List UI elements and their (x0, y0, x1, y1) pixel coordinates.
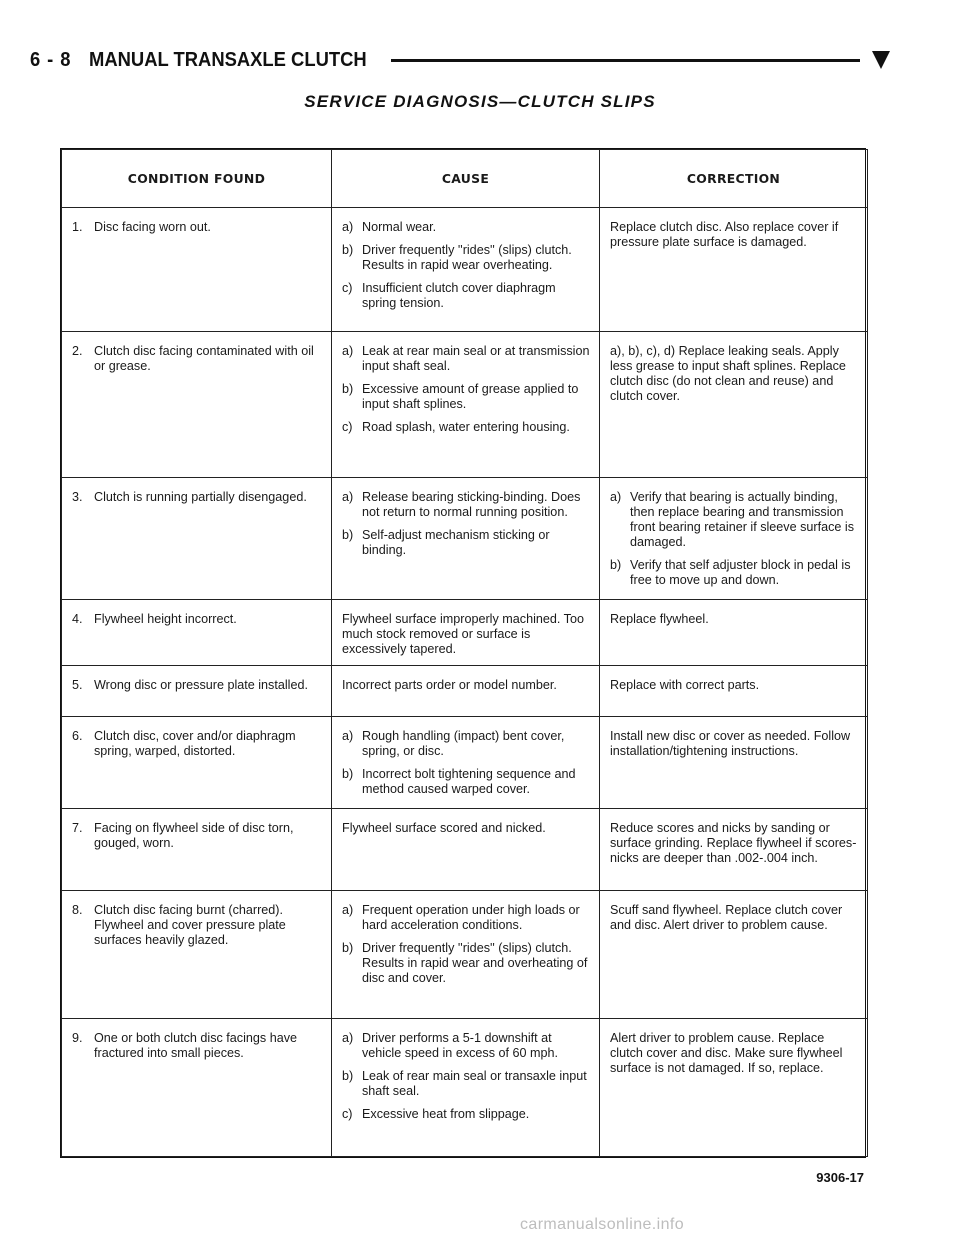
row-number: 3. (72, 490, 83, 505)
cause-cell (332, 716, 600, 808)
table-row (62, 208, 868, 332)
correction-text: Alert driver to problem cause. Replace clutch cover and disc. Make sure flywheel surface is not damaged. If so, replace. (610, 1030, 843, 1075)
cause-label: b) (342, 243, 354, 257)
table-row (62, 716, 868, 808)
condition-text: Clutch is running partially disengaged. (94, 490, 307, 505)
cause-label: a) (342, 220, 354, 234)
correction-text: Scuff sand flywheel. Replace clutch cover and disc. Alert driver to problem cause. (610, 902, 843, 932)
cause-text: Leak of rear main seal or transaxle input shaft seal. (362, 1068, 587, 1098)
header-correction: CORRECTION (600, 150, 868, 208)
cause-text: Incorrect bolt tightening sequence and method caused warped cover. (362, 766, 576, 796)
cause-text: Leak at rear main seal or at transmission input shaft seal. (362, 344, 590, 374)
cause-label: b) (342, 766, 354, 781)
cause-text: Excessive heat from slippage. (362, 1106, 530, 1121)
condition-cell (62, 890, 332, 1018)
correction-cell (600, 716, 868, 808)
correction-label: a) (610, 490, 622, 505)
condition-text: Disc facing worn out. (94, 220, 211, 234)
cause-cell (332, 666, 600, 716)
triangle-down-icon (872, 51, 890, 69)
cause-label: a) (342, 1030, 354, 1045)
correction-cell (600, 600, 868, 666)
figure-reference: 9306-17 (816, 1170, 864, 1185)
cause-cell (332, 1018, 600, 1156)
diagnosis-table (61, 149, 868, 1157)
page-header (30, 44, 890, 76)
table-row (62, 478, 868, 600)
row-number: 8. (72, 902, 83, 917)
correction-text: Replace flywheel. (610, 612, 709, 627)
cause-text: Self-adjust mechanism sticking or binding. (362, 528, 550, 558)
correction-cell (600, 1018, 868, 1156)
table-row (62, 808, 868, 890)
condition-cell (62, 808, 332, 890)
correction-text: Replace clutch disc. Also replace cover if pressure plate surface is damaged. (610, 220, 839, 249)
cause-text: Insufficient clutch cover diaphragm spring tension. (362, 281, 556, 310)
header-rule (391, 59, 860, 62)
correction-text: a), b), c), d) Replace leaking seals. Apply less grease to input shaft splines. Replace clutch disc (do not clean and reuse) and clutch cover. (610, 344, 846, 404)
header-cause: CAUSE (332, 150, 600, 208)
table-row (62, 890, 868, 1018)
condition-cell (62, 478, 332, 600)
condition-text: One or both clutch disc facings have fractured into small pieces. (94, 1030, 298, 1060)
cause-text: Flywheel surface scored and nicked. (342, 820, 546, 835)
section-title: MANUAL TRANSAXLE CLUTCH (89, 48, 367, 71)
cause-label: c) (342, 1106, 353, 1121)
cause-label: b) (342, 382, 354, 397)
cause-cell (332, 478, 600, 600)
cause-cell (332, 332, 600, 478)
row-number: 1. (72, 220, 83, 234)
cause-cell (332, 890, 600, 1018)
cause-cell (332, 208, 600, 332)
table-row (62, 600, 868, 666)
correction-cell (600, 808, 868, 890)
cause-text: Driver frequently ''rides'' (slips) clutch. Results in rapid wear overheating. (362, 243, 572, 272)
diagnosis-table-frame (60, 148, 866, 1158)
cause-label: c) (342, 420, 353, 435)
condition-cell (62, 716, 332, 808)
row-number: 7. (72, 820, 83, 835)
cause-label: a) (342, 728, 354, 743)
cause-text: Road splash, water entering housing. (362, 420, 570, 435)
table-row (62, 1018, 868, 1156)
table-row (62, 666, 868, 716)
correction-cell (600, 332, 868, 478)
row-number: 4. (72, 612, 83, 627)
cause-label: b) (342, 528, 354, 543)
cause-text: Frequent operation under high loads or hard acceleration conditions. (362, 902, 580, 932)
table-row (62, 332, 868, 478)
correction-text: Replace with correct parts. (610, 678, 760, 693)
condition-cell (62, 666, 332, 716)
condition-cell (62, 1018, 332, 1156)
condition-text: Flywheel height incorrect. (94, 612, 237, 627)
cause-label: b) (342, 940, 354, 955)
cause-label: a) (342, 344, 354, 359)
cause-text: Driver performs a 5-1 downshift at vehicle speed in excess of 60 mph. (362, 1030, 559, 1060)
correction-text: Verify that bearing is actually binding, then replace bearing and transmission front bearing retainer if sleeve surface is damaged. (630, 490, 855, 550)
cause-label: a) (342, 490, 354, 505)
watermark-footer: carmanualsonline.info (520, 1216, 685, 1233)
row-number: 5. (72, 678, 83, 693)
row-number: 2. (72, 344, 83, 359)
cause-text: Excessive amount of grease applied to input shaft splines. (362, 382, 579, 412)
condition-cell (62, 332, 332, 478)
cause-text: Incorrect parts order or model number. (342, 678, 557, 693)
correction-cell (600, 890, 868, 1018)
cause-text: Normal wear. (362, 220, 437, 234)
correction-cell (600, 666, 868, 716)
correction-text: Install new disc or cover as needed. Follow installation/tightening instructions. (610, 728, 851, 758)
correction-text: Verify that self adjuster block in pedal is free to move up and down. (630, 558, 851, 588)
correction-label: b) (610, 558, 622, 573)
condition-cell (62, 600, 332, 666)
cause-label: c) (342, 281, 353, 295)
condition-cell (62, 208, 332, 332)
cause-label: b) (342, 1068, 354, 1083)
condition-text: Facing on flywheel side of disc torn, gouged, worn. (94, 820, 294, 850)
cause-label: a) (342, 902, 354, 917)
page-title: SERVICE DIAGNOSIS—CLUTCH SLIPS (304, 92, 656, 111)
condition-text: Clutch disc facing contaminated with oil or grease. (94, 344, 314, 374)
cause-text: Flywheel surface improperly machined. Too much stock removed or surface is excessively tapered. (342, 612, 584, 657)
condition-text: Wrong disc or pressure plate installed. (94, 678, 308, 693)
row-number: 6. (72, 728, 83, 743)
correction-text: Reduce scores and nicks by sanding or surface grinding. Replace flywheel if scores-nicks are deeper than .002-.004 inch. (610, 820, 857, 865)
header-condition: CONDITION FOUND (62, 150, 332, 208)
page-number: 6 - 8 (30, 48, 72, 71)
cause-text: Rough handling (impact) bent cover, spring, or disc. (362, 728, 565, 758)
cause-cell (332, 808, 600, 890)
condition-text: Clutch disc facing burnt (charred). Flywheel and cover pressure plate surfaces heavily glazed. (94, 902, 286, 947)
correction-cell (600, 478, 868, 600)
correction-cell (600, 208, 868, 332)
cause-cell (332, 600, 600, 666)
table-header-row (62, 150, 868, 208)
cause-text: Release bearing sticking-binding. Does not return to normal running position. (362, 490, 581, 520)
condition-text: Clutch disc, cover and/or diaphragm spring, warped, distorted. (94, 728, 296, 758)
row-number: 9. (72, 1030, 83, 1045)
cause-text: Driver frequently ''rides'' (slips) clutch. Results in rapid wear and overheating of disc and cover. (362, 940, 588, 985)
